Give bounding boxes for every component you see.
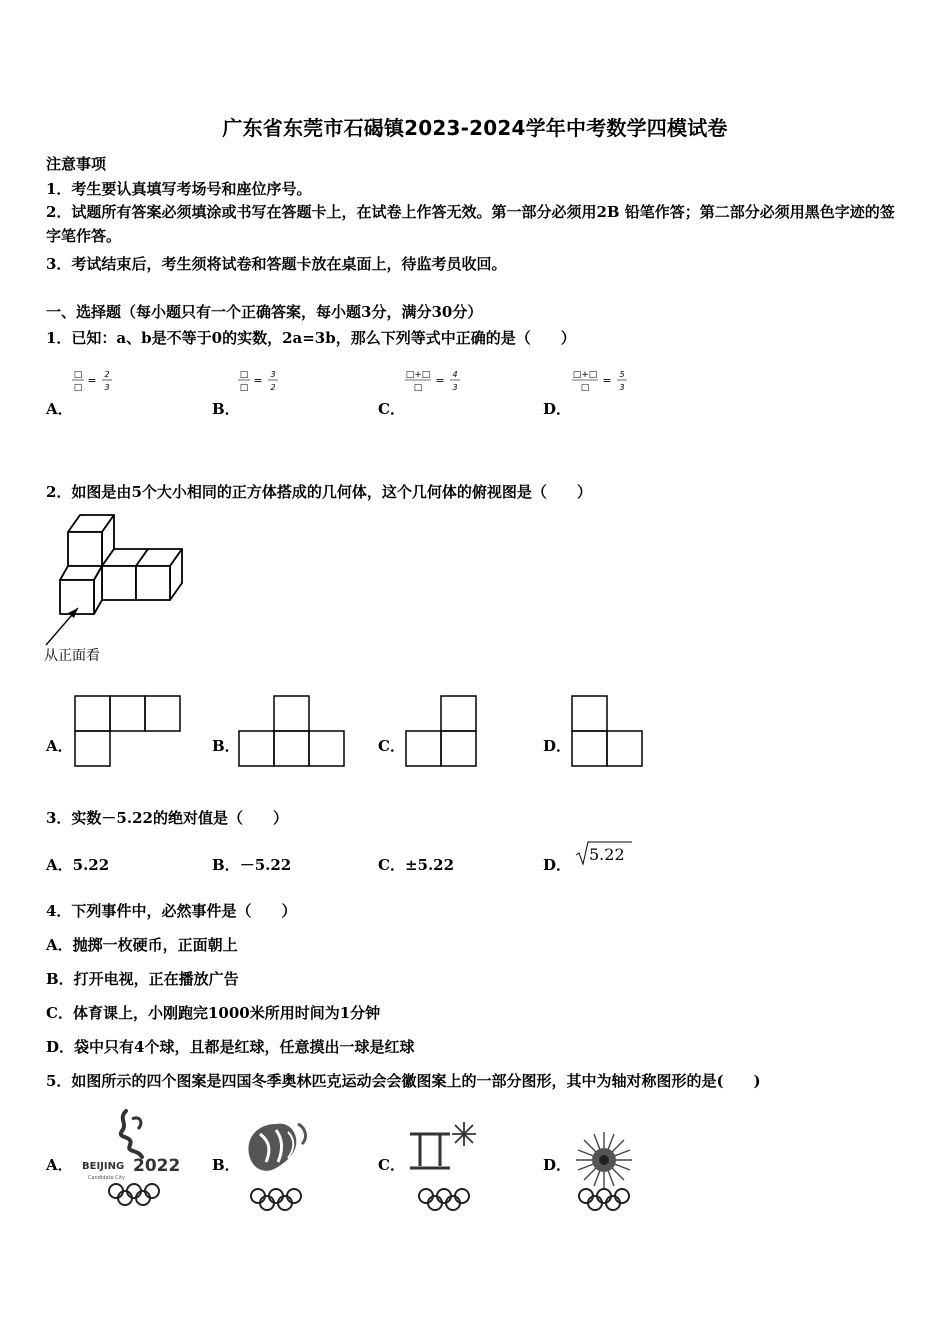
sqrt-value: 5.22 (589, 845, 625, 864)
top-view-d (569, 694, 647, 770)
notice-item-3: 3．考试结束后，考生须将试卷和答题卡放在桌面上，待监考员收回。 (46, 255, 507, 273)
frac-rnum: 2 (104, 370, 110, 379)
frac-num: □+□ (405, 370, 431, 380)
sochi-style-logo-icon (236, 1118, 316, 1213)
q3-option-c (378, 854, 454, 875)
question-2: 2．如图是由5个大小相同的正方体搭成的几何体，这个几何体的俯视图是（ ） (46, 483, 592, 501)
option-value: －5.22 (239, 856, 292, 874)
frac-rden: 2 (270, 383, 276, 392)
notice-heading: 注意事项 (46, 155, 107, 173)
q5-option-a-logo (78, 1105, 188, 1214)
q1-option-d-label: D． (543, 400, 572, 418)
page-title: 广东省东莞市石碣镇2023-2024学年中考数学四模试卷 (222, 116, 728, 140)
option-label: A． (46, 856, 73, 874)
snowflake-sun-logo-icon (570, 1130, 645, 1215)
q2-option-d-figure (569, 694, 647, 774)
frac-num: □+□ (572, 370, 598, 380)
olympic-rings-icon (419, 1189, 469, 1210)
q5-option-a-label: A． (46, 1156, 73, 1174)
q4-option-d: D．袋中只有4个球，且都是红球，任意摸出一球是红球 (46, 1038, 415, 1056)
q5-option-d-label: D． (543, 1156, 572, 1174)
olympic-rings-icon (109, 1184, 159, 1205)
q2-option-b-figure (237, 694, 349, 774)
notice-item-2: 2．试题所有答案必须填涂或书写在答题卡上，在试卷上作答无效。第一部分必须用2B 铅笔作答；第二部分必须用黑色字迹的签字笔作答。 (46, 203, 895, 245)
frac-eq: = (435, 374, 445, 387)
sqrt-expression (574, 838, 634, 868)
frac-num: □ (239, 370, 249, 380)
q2-option-c-figure (404, 694, 482, 774)
cube-drawing (44, 510, 189, 665)
frac-rden: 3 (452, 383, 458, 392)
q3-option-a (46, 854, 109, 875)
q5-option-c-label: C． (378, 1156, 405, 1174)
frac-eq: = (87, 374, 97, 387)
frac-rden: 3 (619, 383, 625, 392)
figure-caption: 从正面看 (44, 648, 100, 664)
q1-option-c-label: C． (378, 400, 405, 418)
q1-option-a-label: A． (46, 400, 73, 418)
frac-rnum: 4 (452, 370, 458, 379)
top-view-c (404, 694, 482, 770)
q4-option-c: C．体育课上，小刚跑完1000米所用时间为1分钟 (46, 1004, 381, 1022)
frac-den: □ (73, 383, 83, 393)
frac-den: □ (580, 383, 590, 393)
logo-text-2022: 2022 (133, 1156, 181, 1176)
frac-den: □ (413, 383, 423, 393)
q3-option-d-label: D． (543, 856, 572, 874)
frac-eq: = (602, 374, 612, 387)
option-value: 5.22 (72, 856, 110, 874)
question-4: 4．下列事件中，必然事件是（ ） (46, 902, 297, 920)
q2-option-c-label: C． (378, 737, 405, 755)
beijing-2022-logo (78, 1105, 188, 1210)
olympic-rings-icon (251, 1189, 301, 1210)
logo-text-beijing: BEIJING (82, 1161, 125, 1172)
frac-den: □ (239, 383, 249, 393)
star-icon (452, 1122, 476, 1146)
top-view-b (237, 694, 349, 770)
section-heading: 一、选择题（每小题只有一个正确答案，每小题3分，满分30分） (46, 303, 483, 321)
option-label: B． (212, 856, 240, 874)
question-3: 3．实数－5.22的绝对值是（ ） (46, 809, 288, 827)
frac-num: □ (73, 370, 83, 380)
star-gate-logo-icon (404, 1120, 489, 1215)
top-view-a (72, 694, 184, 770)
frac-rnum: 3 (270, 370, 276, 379)
q2-option-a-figure (72, 694, 184, 774)
q5-option-b-label: B． (212, 1156, 240, 1174)
olympic-rings-icon (579, 1189, 629, 1210)
notice-item-1: 1．考生要认真填写考场号和座位序号。 (46, 180, 312, 198)
q3-option-b (212, 854, 291, 875)
q5-option-c-logo (404, 1120, 489, 1219)
q2-option-a-label: A． (46, 737, 73, 755)
question-5: 5．如图所示的四个图案是四国冬季奥林匹克运动会会徽图案上的一部分图形，其中为轴对称图形的是( ) (46, 1072, 761, 1090)
frac-rden: 3 (104, 383, 110, 392)
q5-option-d-logo (570, 1130, 645, 1219)
logo-text-candidate: Candidate City (88, 1175, 125, 1181)
q2-option-d-label: D． (543, 737, 572, 755)
q5-option-b-logo (236, 1118, 316, 1217)
frac-rnum: 5 (619, 370, 625, 379)
option-label: C． (378, 856, 405, 874)
q4-option-a: A．抛掷一枚硬币，正面朝上 (46, 936, 238, 954)
q4-option-b: B．打开电视，正在播放广告 (46, 970, 239, 988)
option-value: ±5.22 (404, 856, 455, 874)
q1-option-b-label: B． (212, 400, 240, 418)
frac-eq: = (253, 374, 263, 387)
q2-option-b-label: B． (212, 737, 240, 755)
q3-option-d-sqrt (574, 838, 634, 872)
question-1: 1．已知：a、b是不等于0的实数，2a=3b，那么下列等式中正确的是（ ） (46, 329, 576, 347)
